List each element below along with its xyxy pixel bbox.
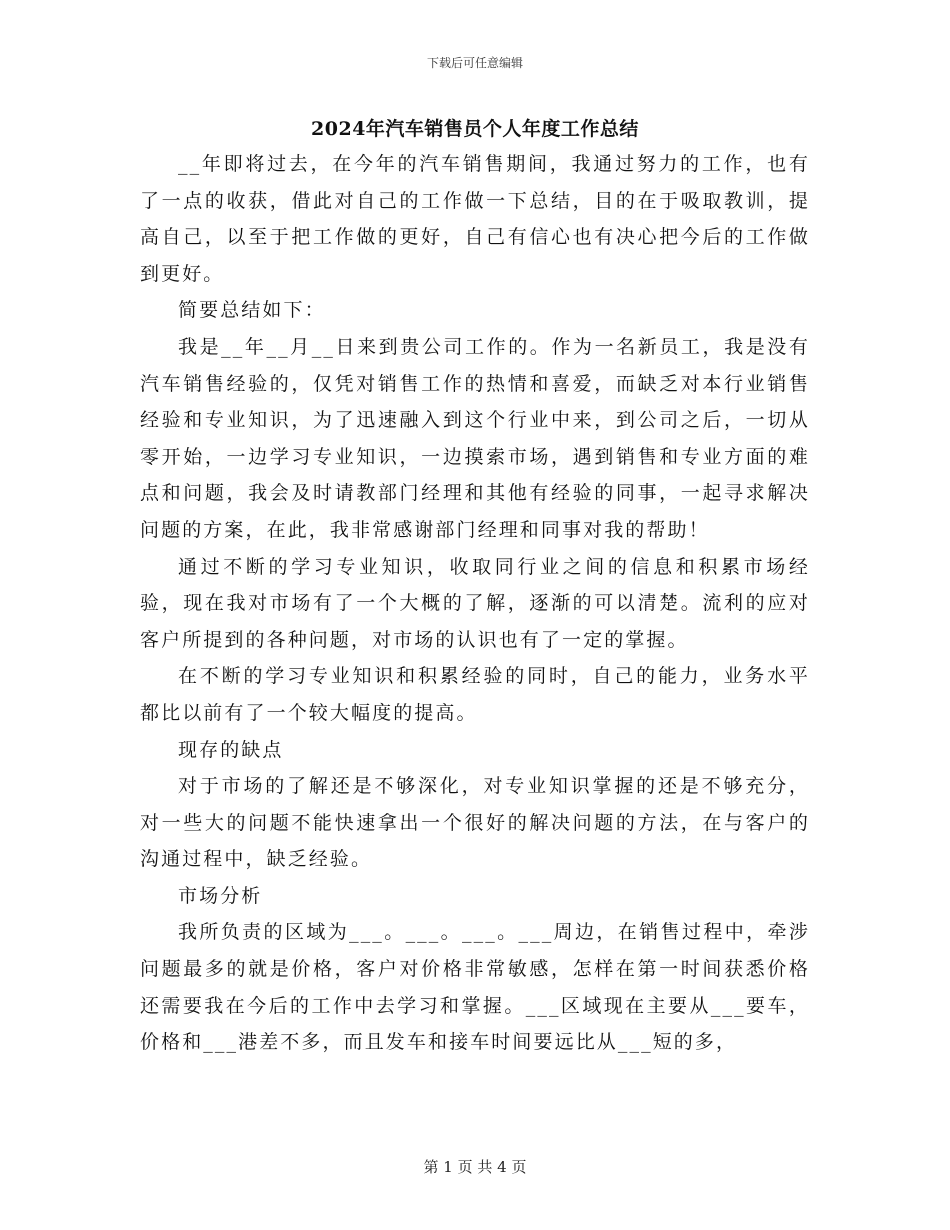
header-note: 下载后可任意编辑 [426, 56, 523, 70]
document-body [140, 146, 810, 1061]
paragraph-background: 我是__年__月__日来到贵公司工作的。作为一名新员工，我是没有汽车销售经验的，仅凭对销售工作的热情和喜爱，而缺乏对本行业销售经验和专业知识，为了迅速融入到这个行业中来，到公司之后，一切从零开始，一边学习专业知识，一边摸索市场，遇到销售和专业方面的难点和问题，我会及时请教部门经理和其他有经验的同事，一起寻求解决问题的方案，在此，我非常感谢部门经理和同事对我的帮助！ [140, 335, 810, 541]
paragraph-summary-heading: 简要总结如下： [178, 299, 326, 322]
paragraph-market-analysis: 我所负责的区域为___。___。___。___周边，在销售过程中，牵涉问题最多的就是价格，客户对价格非常敏感，怎样在第一时间获悉价格还需要我在今后的工作中去学习和掌握。___区域现在主要从___要车，价格和___港差不多，而且发车和接车时间要远比从___短的多， [140, 921, 810, 1054]
paragraph-improvement: 在不断的学习专业知识和积累经验的同时，自己的能力，业务水平都比以前有了一个较大幅度的提高。 [140, 665, 810, 724]
paragraph-shortcomings: 对于市场的了解还是不够深化，对专业知识掌握的还是不够充分，对一些大的问题不能快速拿出一个很好的解决问题的方法，在与客户的沟通过程中，缺乏经验。 [140, 775, 810, 871]
paragraph-intro: __年即将过去，在今年的汽车销售期间，我通过努力的工作，也有了一点的收获，借此对自己的工作做一下总结，目的在于吸取教训，提高自己，以至于把工作做的更好，自己有信心也有决心把今后的工作做到更好。 [140, 153, 810, 285]
paragraph-shortcomings-heading: 现存的缺点 [178, 738, 284, 761]
document-title: 2024年汽车销售员个人年度工作总结 [311, 118, 639, 140]
paragraph-market-heading: 市场分析 [178, 884, 263, 907]
page-footer: 第 1 页 共 4 页 [423, 1158, 527, 1176]
paragraph-learning: 通过不断的学习专业知识，收取同行业之间的信息和积累市场经验，现在我对市场有了一个大概的了解，逐渐的可以清楚。流利的应对客户所提到的各种问题，对市场的认识也有了一定的掌握。 [140, 555, 810, 651]
